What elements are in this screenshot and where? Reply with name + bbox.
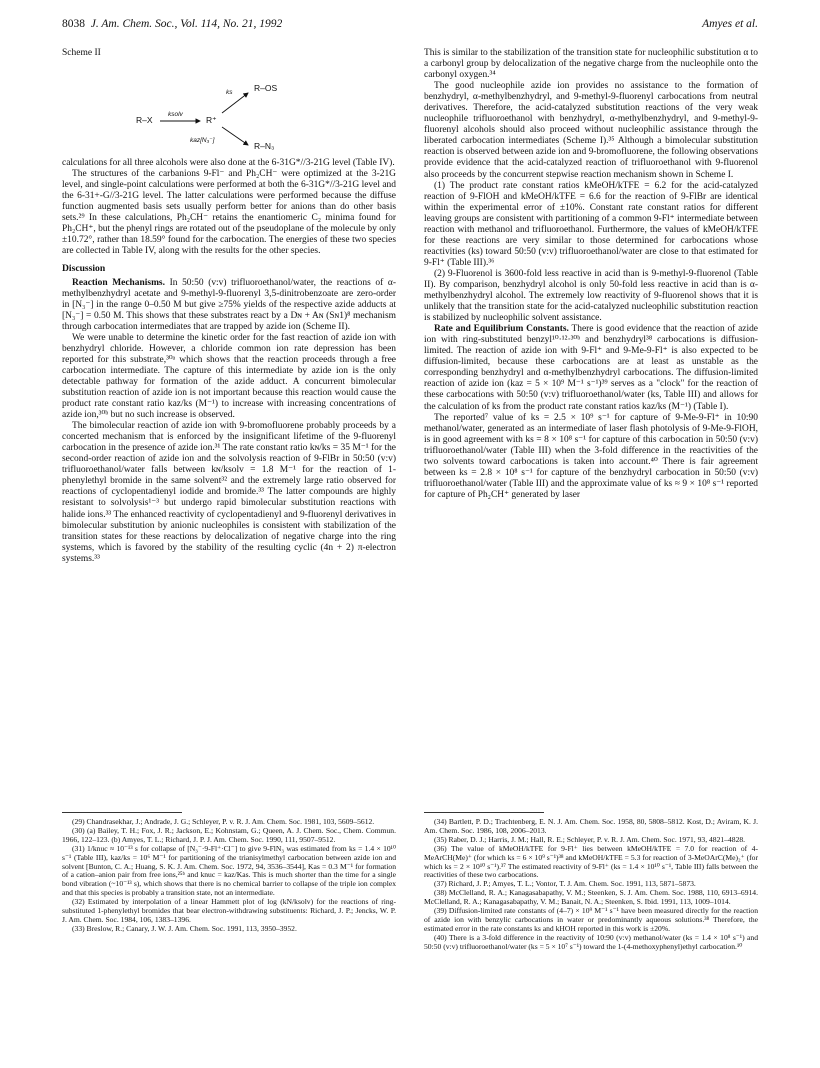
scheme-rn3: R–N₃ [254,141,275,152]
scheme-cation: R⁺ [206,115,217,126]
footnote-35: (35) Raber, D. J.; Harris, J. M.; Hall, R. E.; Schleyer, P. v. R. J. Am. Chem. Soc. 1971, 93, 4821–4828. [434,834,746,844]
run-in-heading-mechanisms: Reaction Mechanisms. [72,277,165,288]
footnote-36: (36) The value of kMeOH/kTFE for 9-Fl⁺ lies between kMeOH/kTFE = 7.0 for reaction of 4-MeArCH(Me)⁺ (for which ks = 6 × 10⁹ s⁻¹)³⁸ and kMeOH/kTFE = 5.3 for reaction of 3-MeOArC(Me)₂⁺ (for which ks = 2 × 10¹⁰ s⁻¹).³⁷ The estimated reactivity of 9-Fl⁺ (ks = 1.4 × 10¹⁰ s⁻¹, Table III) falls between the reactivities of these two carbocations. [424,843,758,880]
left-column [62,48,396,565]
right-column [424,48,758,501]
footnote-32: (32) Estimated by interpolation of a linear Hammett plot of log (kN/ksolv) for the reactions of ring-substituted 1-phenylethyl bromides that bear electron-withdrawing substituents: Richard, J. P.; Jencks, W. P. J. Am. Chem. Soc. 1984, 106, 1383–1396. [62,897,396,924]
footnote-38: (38) McClelland, R. A.; Kanagasabapathy, V. M.; Steenken, S. J. Am. Chem. Soc. 1988, 110, 6913–6914. McClelland, R. A.; Kanagasabapathy, V. M.; Banait, N. A.; Steenken, S. Ibid. 1991, 113, 1009–1014. [424,888,758,907]
right-paragraph-6: The reported⁷ value of ks = 2.5 × 10⁹ s⁻¹ for capture of 9-Me-9-Fl⁺ in 10:90 methanol/water, generated as an intermediate of laser flash photolysis of 9-Me-9-FlOH, is in good agreement with ks = 8 × 10⁸ s⁻¹ for capture of this carbocation in 50:50 (v:v) trifluoroethanol/water (Table III) when the 3-fold difference in the reactivities of the two solvents toward carbocations is taken into account.⁴⁰ There is fair agreement between ks = 2.8 × 10⁸ s⁻¹ for capture of the benzhydryl carbocation in 50:50 (v:v) trifluoroethanol/water (Table III) and the approximate value of ks ≈ 9 × 10⁸ s⁻¹ reported for capture of Ph₂CH⁺ generated by laser [424,412,758,500]
run-in-heading-rate-constants: Rate and Equilibrium Constants. [434,324,569,335]
header-authors: Amyes et al. [702,18,758,30]
header-journal-line [62,18,282,30]
footnote-34: (34) Bartlett, P. D.; Trachtenberg, E. N. J. Am. Chem. Soc. 1958, 80, 5808–5812. Kost, D.; Aviram, K. J. Am. Chem. Soc. 1986, 108, 2006–2013. [424,817,758,835]
left-paragraph-1: calculations for all three alcohols were also done at the 6-31G*//3-21G level (Table IV). [62,158,395,169]
footnotes-right [424,818,758,952]
right-paragraph-1: This is similar to the stabilization of the transition state for nucleophilic substitution α to a carbonyl group by delocalization of the negative charge from the nucleophile onto the carbonyl oxygen.³⁴ [424,48,758,81]
right-paragraph-5-text: There is good evidence that the reaction of azide ion with ring-substituted benzyl¹⁰·¹²·³⁰ᵇ and benzhydryl³⁸ carbocations is diffusion-limited. The reaction of azide ion with 9-Fl⁺ and 9-Me-9-Fl⁺ is also expected to be diffusion-limited, because these carbocations are at least as unstable as the corresponding benzhydryl and α-methylbenzhydryl carbocations. The diffusion-limited reaction of azide ion (kaz = 5 × 10⁹ M⁻¹ s⁻¹)³⁹ serves as a "clock" for the reaction of these carbocations with 50:50 (v:v) trifluoroethanol/water (ks, Table III) and allows for the calculation of ks from the product rate constant ratios kaz/ks (M⁻¹) (Table I). [424,324,758,412]
footnote-rule-right [424,812,544,813]
left-paragraph-2: The structures of the carbanions 9-Fl⁻ and Ph₂CH⁻ were optimized at the 3-21G level, and single-point calculations were performed at both the 6-31G*//3-21G level and the 6-31+-G//3-21G level. The latter calculations were performed because the diffuse function augmented basis sets usually perform better for anions than do other basis sets.²⁹ In these calculations, Ph₂CH⁻ retains the enantiomeric C₂ minima found for Ph₂CH⁺, but the phenyl rings are rotated out of the pseudoplane of the molecule by only ±10.72°, rather than 18.59° found for the carbocation. The energies of these two species are collected in Table IV, along with the results for the other species. [62,169,396,257]
left-paragraph-4: We were unable to determine the kinetic order for the fast reaction of azide ion with benzhydryl chloride. However, a chloride common ion rate depression has been reported for this substrate,³⁰ᵃ which shows that the reaction proceeds through a free carbocation intermediate. The capture of this intermediate by azide ion is the only detectable pathway for formation of the azide adduct. A concurrent bimolecular substitution reaction of azide ion is not important because this reaction would cause the product rate constant ratio kaz/ks (M⁻¹) to increase with increasing concentrations of azide ion,³⁰ᵇ but no such increase is observed. [62,332,396,421]
scheme-arrows [62,63,396,155]
discussion-heading: Discussion [62,263,106,275]
scheme-ros: R–OS [254,83,278,94]
footnotes-left [62,818,396,934]
left-paragraph-5: The bimolecular reaction of azide ion with 9-bromofluorene probably proceeds by a concerted mechanism that is enforced by the insignificant lifetime of the 9-fluorenyl carbocation in the presence of azide ion.³¹ The rate constant ratio kɴ/ks = 35 M⁻¹ for the second-order reaction of azide ion and the solvolysis reaction of 9-FlBr in 50:50 (v:v) trifluoroethanol/water falls between kɴ/ksolv = 1.8 M⁻¹ for the reaction of 1-phenylethyl bromide in the same solvent³² and the extremely large ratio observed for reactions of cyclopentadienyl iodide and bromide.³³ The latter compounds are highly resistant to solvolysis¹⁻³ but undergo rapid bimolecular substitution reactions with halide ions.³³ The enhanced reactivity of cyclopentadienyl and 9-fluorenyl derivatives in bimolecular substitution by anionic nucleophiles is consistent with stabilization of the transition states for these reactions by delocalization of negative charge into the ring systems, which is favored by the stability of the resulting cyclic (4n + 2) π-electron systems.³³ [62,421,396,564]
footnote-31: (31) 1/knuc ≈ 10⁻¹³ s for collapse of [N₃⁻·9-Fl⁺·Cl⁻] to give 9-FlN₃ was estimated from ks = 1.4 × 10¹⁰ s⁻¹ (Table III), kaz/ks = 10⁶ M⁻¹ for partitioning of the trianisylmethyl carbocation between azide ion and solvent [Bunton, C. A.; Huang, S. K. J. Am. Chem. Soc. 1972, 94, 3536–3544], Kas = 0.3 M⁻¹ for formation of a cation–anion pair from free ions,²⁵ᵇ and knuc = kaz/Kas. This is much shorter than the time for a single bond vibration (~10⁻¹³ s), which shows that there is no chemical barrier to collapse of the triple ion complex and that this species is probably a transition state, not an intermediate. [62,843,396,898]
footnote-37: (37) Richard, J. P.; Amyes, T. L.; Vontor, T. J. Am. Chem. Soc. 1991, 113, 5871–5873. [434,879,696,889]
left-paragraph-3 [62,278,396,333]
scheme-ksolv: ksolv [168,111,183,119]
footnote-39: (39) Diffusion-limited rate constants of (4–7) × 10⁹ M⁻¹ s⁻¹ have been measured directly for the reaction of azide ion with benzylic carbocations in water or predominantly aqueous solutions.³⁸ Therefore, the estimated error in the rate constants ks and kHOH reported in this work is ±20%. [424,906,758,933]
scheme-rx: R–X [136,115,153,126]
right-paragraph-5 [424,324,758,412]
scheme-ks: ks [226,89,233,97]
right-paragraph-4: (2) 9-Fluorenol is 3600-fold less reactive in acid than is 9-methyl-9-fluorenol (Table II). By comparison, benzhydryl alcohol is only 50-fold less reactive in acid than is α-methylbenzhydryl alcohol. The extremely low reactivity of 9-fluorenol shows that it is unlikely that the transition state for the acid-catalyzed nucleophilic substitution reaction is stabilized by nucleophilic solvent assistance. [424,268,758,324]
right-paragraph-2: The good nucleophile azide ion provides no assistance to the formation of benzhydryl, α-methylbenzhydryl, and 9-methyl-9-fluorenyl carbocations from neutral derivatives. Therefore, the acid-catalyzed substitution reactions of the very weak nucleophile trifluoroethanol with benzhydryl, α-methylbenzhydryl, and 9-methyl-9-fluorenyl alcohols should also proceed without nucleophilic assistance through the liberated carbocation intermediates (Scheme I).³⁵ Although a bimolecular substitution reaction is observed between azide ion and 9-bromofluorene, the following observations provide evidence that the acid-catalyzed reaction of trifluoroethanol with 9-fluorenol also proceeds by the concurrent stepwise reaction mechanism shown in Scheme I. [424,81,758,180]
left-paragraph-3-text: In 50:50 (v:v) trifluoroethanol/water, the reactions of α-methylbenzhydryl acetate and 9-methyl-9-fluorenyl 3,5-dinitrobenzoate are zero-order in [N₃⁻] in the range 0–0.50 M but give ≥75% yields of the respective azide adducts at [N₃⁻] = 0.50 M. This shows that these substrates react by a Dɴ + Aɴ (Sɴ1)⁸ mechanism through carbocation intermediates that are trapped by azide ion (Scheme II). [62,277,396,332]
page-header [62,18,758,34]
right-paragraph-3: (1) The product rate constant ratios kMeOH/kTFE = 6.2 for the acid-catalyzed reaction of 9-FlOH and kMeOH/kTFE = 6.6 for the reaction of 9-FlBr are identical within the experimental error of ±10%. Constant rate constant ratios for different leaving groups are consistent with partitioning of a common 9-Fl⁺ intermediate between reaction with methanol and trifluoroethanol. Furthermore, the values of kMeOH/kTFE for these reactions are very similar to those determined for carbocations whose reactivities (ks) toward 50:50 (v:v) trifluoroethanol/water are close to that estimated for 9-Fl⁺ (Table III).³⁶ [424,180,758,268]
scheme-kaz: kaz[N₃⁻] [190,137,215,145]
scheme-title: Scheme II [62,48,101,58]
journal-citation: J. Am. Chem. Soc., Vol. 114, No. 21, 1992 [90,18,283,30]
footnote-33: (33) Breslow, R.; Canary, J. W. J. Am. Chem. Soc. 1991, 113, 3950–3952. [72,923,297,933]
scheme-ii-diagram [62,63,396,155]
footnote-30: (30) (a) Bailey, T. H.; Fox, J. R.; Jackson, E.; Kohnstam, G.; Queen, A. J. Chem. Soc., Chem. Commun. 1966, 122–123. (b) Amyes, T. L.; Richard, J. P. J. Am. Chem. Soc. 1990, 111, 9507–9512. [62,825,396,844]
footnote-40: (40) There is a 3-fold difference in the reactivity of 10:90 (v:v) methanol/water (ks = 1.4 × 10⁸ s⁻¹) and 50:50 (v:v) trifluoroethanol/water (ks = 5 × 10⁷ s⁻¹) toward the 1-(4-methoxyphenyl)ethyl carbocation.¹⁰ [424,932,758,951]
footnote-rule-left [62,812,182,813]
kaz-arrow [222,127,248,145]
page-number: 8038 [62,18,85,30]
footnote-29: (29) Chandrasekhar, J.; Andrade, J. G.; Schleyer, P. v. R. J. Am. Chem. Soc. 1981, 103, 5609–5612. [72,817,375,826]
